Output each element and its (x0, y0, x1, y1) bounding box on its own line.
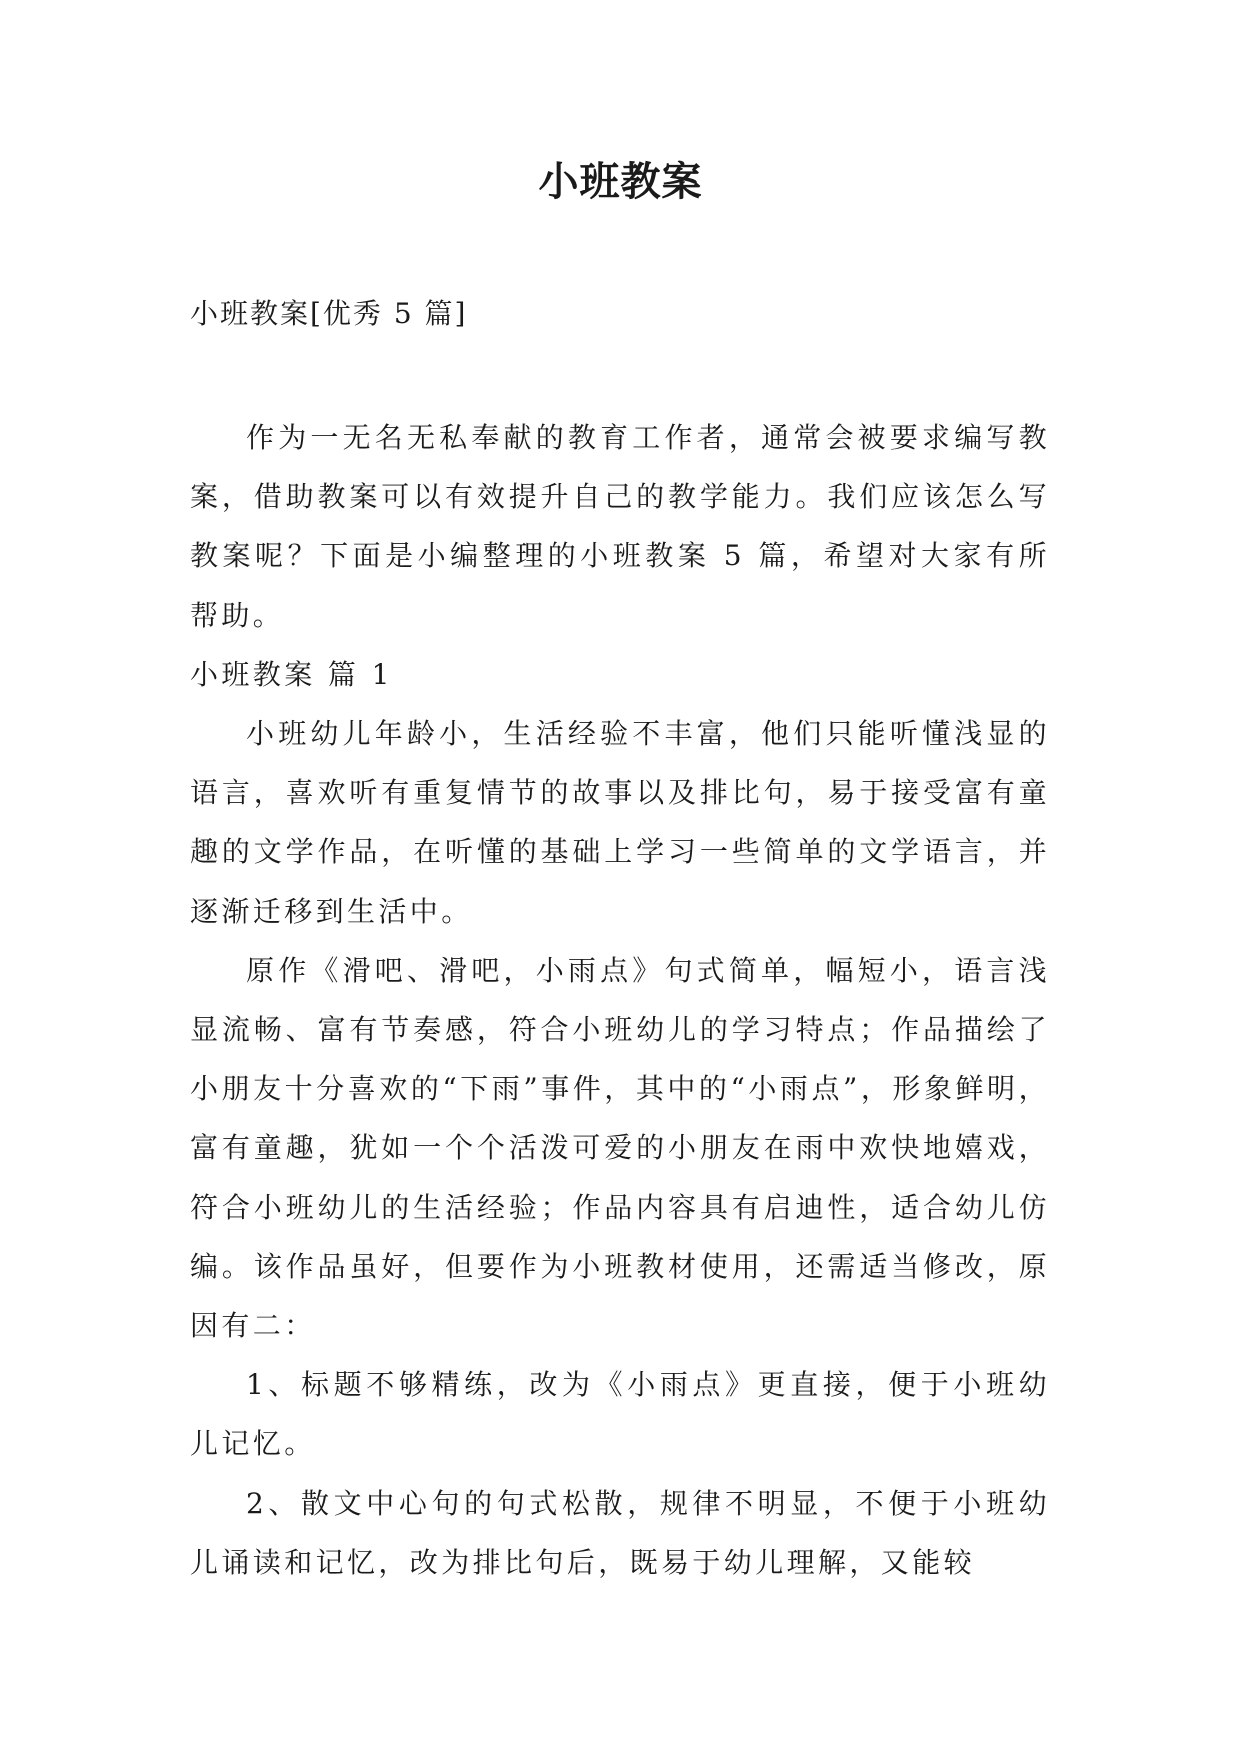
document-subtitle: 小班教案[优秀 5 篇] (190, 297, 468, 330)
body-paragraph: 1、标题不够精练，改为《小雨点》更直接，便于小班幼儿记忆。 (190, 1368, 1050, 1461)
section-heading-1: 小班教案 篇 1 (190, 657, 393, 691)
body-paragraph: 小班幼儿年龄小，生活经验不丰富，他们只能听懂浅显的语言，喜欢听有重复情节的故事以及排比句，易于接受富有童趣的文学作品，在听懂的基础上学习一些简单的文学语言，并逐渐迁移到生活中。 (190, 717, 1050, 928)
intro-paragraph: 作为一无名无私奉献的教育工作者，通常会被要求编写教案，借助教案可以有效提升自己的教学能力。我们应该怎么写教案呢？下面是小编整理的小班教案 5 篇，希望对大家有所帮助。 (190, 421, 1050, 632)
document-title: 小班教案 (538, 159, 703, 205)
body-paragraph: 2、散文中心句的句式松散，规律不明显，不便于小班幼儿诵读和记忆，改为排比句后，既易于幼儿理解，又能较 (190, 1486, 1050, 1579)
document-body (190, 408, 1050, 1592)
body-paragraph: 原作《滑吧、滑吧，小雨点》句式简单，幅短小，语言浅显流畅、富有节奏感，符合小班幼儿的学习特点；作品描绘了小朋友十分喜欢的“下雨”事件，其中的“小雨点”，形象鲜明，富有童趣，犹如一个个活泼可爱的小朋友在雨中欢快地嬉戏，符合小班幼儿的生活经验；作品内容具有启迪性，适合幼儿仿编。该作品虽好，但要作为小班教材使用，还需适当修改，原因有二： (190, 953, 1050, 1343)
